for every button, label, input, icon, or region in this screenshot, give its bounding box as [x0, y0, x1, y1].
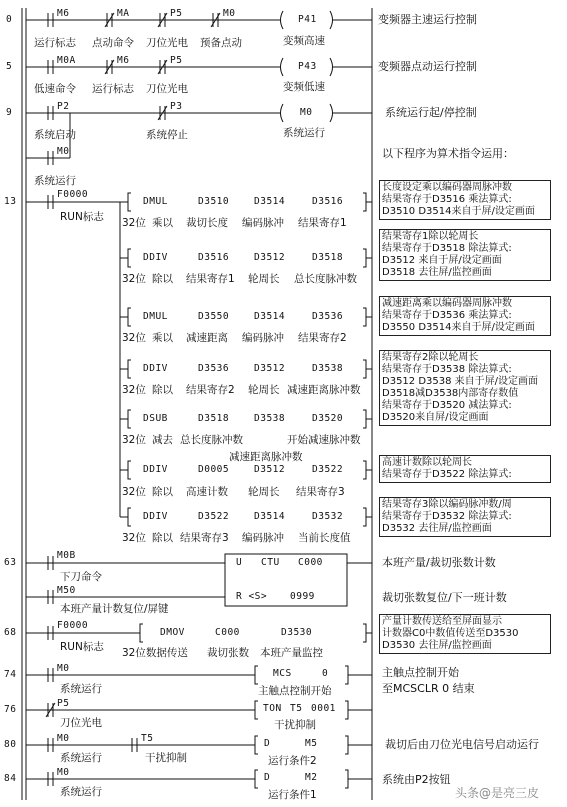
instruction-operand: D3518 — [312, 252, 344, 263]
instruction-desc: 结果寄存3 — [296, 486, 345, 498]
contact-label: 刀位光电 — [146, 37, 188, 49]
instruction-operand: 0 — [322, 668, 329, 679]
instruction-operand: D3538 — [254, 413, 286, 424]
contact-address: F0000 — [57, 189, 89, 200]
counter-address: C000 — [298, 557, 323, 568]
contact-address: P5 — [170, 55, 183, 66]
instruction-operand: D3512 — [254, 464, 286, 475]
contact-label: 点动命令 — [92, 37, 134, 49]
instruction-desc: 高速计数 — [186, 486, 228, 498]
rung-comment: 至MCSCLR 0 结束 — [382, 682, 475, 695]
contact-address: M0B — [57, 550, 76, 561]
instruction-desc: 轮周长 — [248, 486, 280, 498]
counter-preset: 0999 — [290, 591, 315, 602]
instruction-operand: D0005 — [198, 464, 230, 475]
instruction-desc: 结果寄存2 — [186, 384, 235, 396]
contact-label: 系统运行 — [60, 752, 102, 764]
contact-label: 系统运行 — [60, 683, 102, 695]
rung-comment: 主触点控制开始 — [382, 666, 459, 679]
instruction-desc: 除以 — [152, 273, 173, 285]
instruction-op: DDIV — [143, 464, 168, 475]
step-number: 80 — [4, 739, 17, 750]
coil-label: 变频高速 — [283, 35, 325, 47]
section-note: 以下程序为算术指令运用： — [382, 147, 514, 160]
instruction-operand: T5 — [290, 703, 303, 714]
instruction-operand: D3510 — [198, 196, 230, 207]
instruction-operand: M5 — [305, 738, 318, 749]
instruction-op: DDIV — [143, 363, 168, 374]
contact-address: P5 — [170, 8, 183, 19]
contact-address: M0 — [223, 8, 236, 19]
instruction-desc: 结果寄存1 — [186, 273, 235, 285]
coil-label: 变频低速 — [283, 81, 325, 93]
instruction-operand: D3516 — [198, 252, 230, 263]
instruction-desc: 开始减速脉冲数 — [287, 434, 361, 446]
contact-label: 系统运行 — [60, 786, 102, 798]
instruction-desc: 编码脉冲 — [242, 217, 284, 229]
instruction-op: DMUL — [143, 196, 168, 207]
step-number: 0 — [6, 14, 13, 25]
instruction-desc: 裁切长度 — [186, 217, 228, 229]
instruction-operand: D3532 — [312, 511, 344, 522]
contact-label: RUN标志 — [60, 211, 104, 223]
contact-label: 预备点动 — [200, 37, 242, 49]
instruction-desc: 结果寄存1 — [298, 217, 347, 229]
instruction-operand: D3522 — [198, 511, 230, 522]
instruction-desc: 除以 — [152, 486, 173, 498]
instruction-desc: 乘以 — [152, 217, 173, 229]
instruction-desc: 主触点控制开始 — [258, 685, 332, 697]
comment-box: 减速距离乘以编码器周脉冲数 结果寄存于D3536 乘法算式: D3550 D3514来自于屏/设定画面 — [379, 296, 551, 336]
instruction-desc: 编码脉冲 — [242, 532, 284, 544]
instruction-operand: D3536 — [312, 311, 344, 322]
contact-address: M0 — [57, 733, 70, 744]
instruction-desc: 轮周长 — [248, 273, 280, 285]
counter-name: CTU — [261, 557, 280, 568]
comment-box: 高速计数除以轮周长 结果寄存于D3522 除法算式: — [379, 455, 551, 483]
step-number: 76 — [4, 704, 17, 715]
contact-address: M0 — [57, 146, 70, 157]
instruction-operand: D3550 — [198, 311, 230, 322]
rung-comment: 变频器主速运行控制 — [378, 13, 477, 26]
instruction-desc: 结果寄存3 — [180, 532, 229, 544]
comment-box: 结果寄存2除以轮周长 结果寄存于D3538 除法算式: D3512 D3538 来自于屏/设定画面 D3518减D3538内部寄存数值 结果寄存于D3520 减法算式: D3520来自屏/设定画面 — [379, 350, 551, 426]
instruction-desc: 减去 — [152, 434, 173, 446]
instruction-operand: D3536 — [198, 363, 230, 374]
instruction-desc: 运行条件2 — [268, 755, 317, 767]
coil-address: M0 — [300, 107, 313, 118]
instruction-desc: 除以 — [152, 532, 173, 544]
contact-label: RUN标志 — [60, 641, 104, 653]
rung-comment: 裁切张数复位/下一班计数 — [382, 591, 507, 604]
contact-label: 刀位光电 — [60, 717, 102, 729]
coil-address: P43 — [298, 61, 317, 72]
instruction-desc: 编码脉冲 — [242, 332, 284, 344]
contact-address: F0000 — [57, 620, 89, 631]
instruction-desc: 裁切张数 — [207, 647, 249, 659]
instruction-desc: 减速距离 — [186, 332, 228, 344]
instruction-operand: D3522 — [312, 464, 344, 475]
contact-address: M0A — [57, 55, 76, 66]
instruction-operand: D3514 — [254, 196, 286, 207]
instruction-desc: 乘以 — [152, 332, 173, 344]
instruction-desc: 当前长度值 — [298, 532, 351, 544]
counter-type: U — [236, 557, 243, 568]
instruction-desc: 32位 — [122, 532, 146, 544]
instruction-desc: 总长度脉冲数 — [180, 434, 243, 446]
contact-label: 系统启动 — [34, 129, 76, 141]
contact-address: P5 — [57, 698, 70, 709]
contact-address: P2 — [57, 101, 70, 112]
instruction-operand: D3514 — [254, 511, 286, 522]
contact-label: 低速命令 — [34, 83, 76, 95]
instruction-desc: 32位 — [122, 273, 146, 285]
contact-label: 系统运行 — [34, 175, 76, 187]
contact-label: 刀位光电 — [146, 83, 188, 95]
instruction-desc: 减速距离脉冲数 — [229, 451, 303, 463]
coil-label: 系统运行 — [283, 127, 325, 139]
rung-comment: 裁切后由刀位光电信号启动运行 — [385, 738, 539, 751]
instruction-desc: 本班产量监控 — [260, 647, 323, 659]
instruction-op: DDIV — [143, 252, 168, 263]
instruction-operand: D3512 — [254, 363, 286, 374]
instruction-operand: D3520 — [312, 413, 344, 424]
rung-comment: 系统由P2按钮 — [382, 773, 451, 786]
contact-address: M0 — [57, 663, 70, 674]
instruction-desc: 干扰抑制 — [274, 719, 316, 731]
instruction-desc: 减速距离脉冲数 — [287, 384, 361, 396]
contact-address: MA — [117, 8, 130, 19]
instruction-desc: 32位 — [122, 384, 146, 396]
instruction-desc: 总长度脉冲数 — [294, 273, 357, 285]
step-number: 74 — [4, 669, 17, 680]
instruction-desc: 32位 — [122, 217, 146, 229]
instruction-operand: 0001 — [311, 703, 336, 714]
step-number: 9 — [6, 107, 13, 118]
comment-box: 产量计数传送给至屏面显示 计数器C0中数值传送至D3530 D3530 去往屏/监控画面 — [379, 614, 551, 654]
contact-address: M0 — [57, 767, 70, 778]
instruction-desc: 32位 — [122, 434, 146, 446]
instruction-op: DSUB — [143, 413, 168, 424]
comment-box: 长度设定乘以编码器周脉冲数 结果寄存于D3516 乘法算式: D3510 D3514来自于屏/设定画面 — [379, 180, 551, 220]
rung-comment: 本班产量/裁切张数计数 — [382, 556, 496, 569]
instruction-desc: 32位数据传送 — [122, 647, 188, 659]
contact-label: 运行标志 — [34, 37, 76, 49]
instruction-operand: M2 — [305, 772, 318, 783]
step-number: 63 — [4, 557, 17, 568]
contact-address: T5 — [141, 733, 154, 744]
coil-address: P41 — [298, 14, 317, 25]
instruction-operand: D3538 — [312, 363, 344, 374]
step-number: 5 — [6, 61, 13, 72]
contact-label: 干扰抑制 — [145, 752, 187, 764]
instruction-operand: D3518 — [198, 413, 230, 424]
step-number: 68 — [4, 627, 17, 638]
instruction-operand: D3516 — [312, 196, 344, 207]
instruction-desc: 32位 — [122, 486, 146, 498]
contact-label: 系统停止 — [146, 129, 188, 141]
instruction-op: D — [264, 738, 271, 749]
instruction-operand: C000 — [215, 627, 240, 638]
contact-label: 本班产量计数复位/屏键 — [60, 603, 169, 615]
instruction-op: D — [264, 772, 271, 783]
comment-box: 结果寄存1除以轮周长 结果寄存于D3518 除法算式: D3512 来自于屏/设定画面 D3518 去往屏/监控画面 — [379, 229, 551, 281]
comment-box: 结果寄存3除以编码脉冲数/周 结果寄存于D3532 除法算式: D3532 去往屏/监控画面 — [379, 497, 551, 537]
instruction-desc: 轮周长 — [248, 384, 280, 396]
instruction-operand: D3512 — [254, 252, 286, 263]
instruction-op: DDIV — [143, 511, 168, 522]
step-number: 84 — [4, 773, 17, 784]
instruction-operand: D3530 — [281, 627, 313, 638]
instruction-desc: 除以 — [152, 384, 173, 396]
contact-address: M6 — [117, 55, 130, 66]
contact-address: M6 — [57, 8, 70, 19]
contact-address: P3 — [170, 101, 183, 112]
instruction-desc: 32位 — [122, 332, 146, 344]
instruction-desc: 运行条件1 — [268, 789, 317, 801]
instruction-operand: D3514 — [254, 311, 286, 322]
contact-label: 下刀命令 — [60, 571, 102, 583]
counter-reset: R <S> — [236, 591, 268, 602]
instruction-desc: 结果寄存2 — [298, 332, 347, 344]
rung-comment: 变频器点动运行控制 — [378, 60, 477, 73]
instruction-op: TON — [263, 703, 282, 714]
watermark: 头条@是亮三皮 — [455, 786, 540, 800]
contact-address: M50 — [57, 585, 76, 596]
rung-comment: 系统运行起/停控制 — [385, 106, 477, 119]
instruction-op: MCS — [273, 668, 292, 679]
contact-label: 运行标志 — [92, 83, 134, 95]
step-number: 13 — [4, 196, 17, 207]
instruction-op: DMUL — [143, 311, 168, 322]
instruction-op: DMOV — [160, 627, 185, 638]
